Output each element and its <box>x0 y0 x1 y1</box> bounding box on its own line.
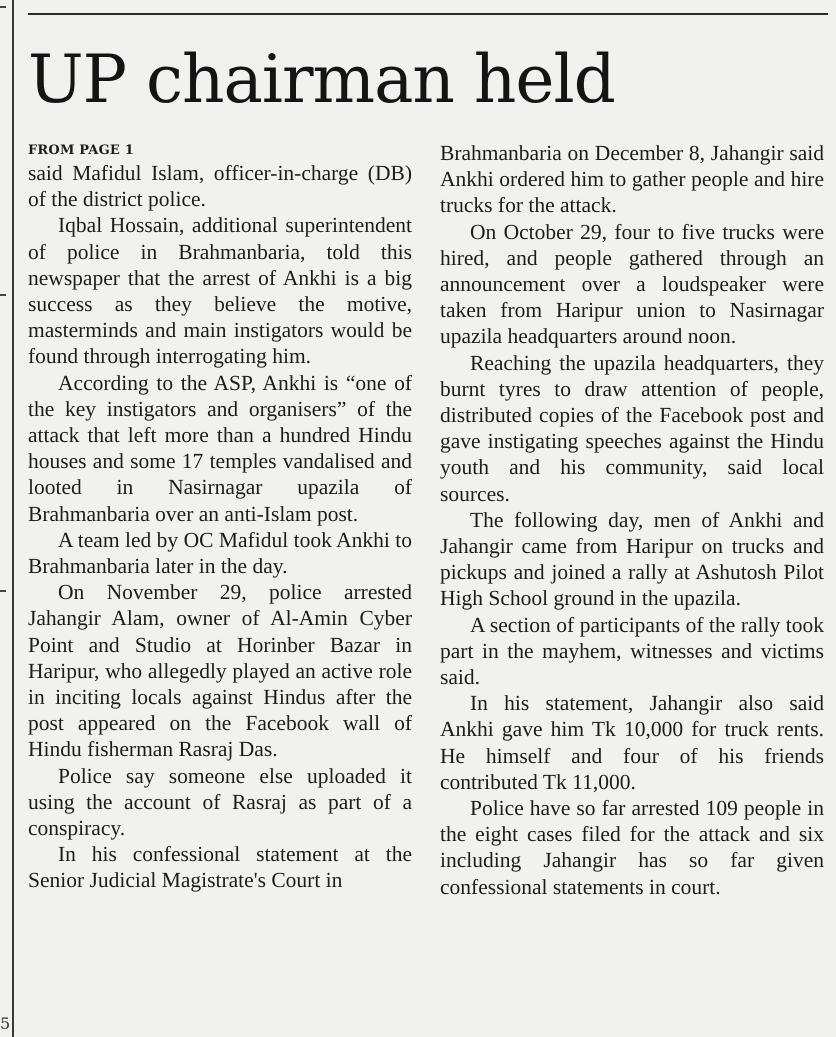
headline: UP chairman held <box>28 41 615 118</box>
paragraph: A team led by OC Mafidul took Ankhi to Brahmanbaria later in the day. <box>28 527 412 579</box>
paragraph: According to the ASP, Ankhi is “one of the key instigators and organisers” of the attack that left more than a hundred Hindu houses and some 17 temples vandalised and looted in Nasirnagar upazila of Brahmanbaria over an anti-Islam post. <box>28 370 412 526</box>
paragraph: Police say someone else uploaded it using the account of Rasraj as part of a conspiracy. <box>28 763 412 841</box>
article-column-right <box>440 140 824 900</box>
paragraph: In his statement, Jahangir also said Ankhi gave him Tk 10,000 for truck rents. He himself and four of his friends contributed Tk 11,000. <box>440 691 824 794</box>
paragraph: Reaching the upazila headquarters, they burnt tyres to draw attention of people, distributed copies of the Facebook post and gave instigating speeches against the Hindu youth and his community, said local sources. <box>440 350 824 506</box>
edge-tick <box>0 6 6 8</box>
paragraph: The following day, men of Ankhi and Jahangir came from Haripur on trucks and pickups and joined a rally at Ashutosh Pilot High School ground in the upazila. <box>440 507 824 611</box>
paragraph: On November 29, police arrested Jahangir Alam, owner of Al-Amin Cyber Point and Studio at Horinber Bazar in Haripur, who allegedly played an active role in inciting locals against Hindus after the post appeared on the Facebook wall of Hindu fisherman Rasraj Das. <box>28 580 412 762</box>
continuation-kicker: FROM PAGE 1 <box>28 143 134 158</box>
paragraph: On October 29, four to five trucks were hired, and people gathered through an announcement over a loudspeaker were taken from Haripur union to Nasirnagar upazila headquarters around noon. <box>440 219 824 349</box>
page-number: 5 <box>0 1014 11 1033</box>
paragraph: In his confessional statement at the Senior Judicial Magistrate's Court in <box>28 842 412 893</box>
paragraph: Iqbal Hossain, additional superintendent of police in Brahmanbaria, told this newspaper that the arrest of Ankhi is a big success as they believe the motive, masterminds and main instigators would be found through interrogating him. <box>28 213 412 369</box>
paragraph: Brahmanbaria on December 8, Jahangir said Ankhi ordered him to gather people and hire trucks for the attack. <box>440 141 824 218</box>
edge-tick <box>0 294 6 296</box>
edge-tick <box>0 590 6 592</box>
paragraph: Police have so far arrested 109 people in the eight cases filed for the attack and six including Jahangir has so far given confessional statements in court. <box>440 796 824 899</box>
column-divider <box>12 0 14 1037</box>
paragraph: said Mafidul Islam, officer-in-charge (DB) of the district police. <box>28 161 412 212</box>
paragraph: A section of participants of the rally took part in the mayhem, witnesses and victims said. <box>440 612 824 690</box>
top-rule <box>28 13 828 15</box>
article-column-left <box>28 140 412 894</box>
